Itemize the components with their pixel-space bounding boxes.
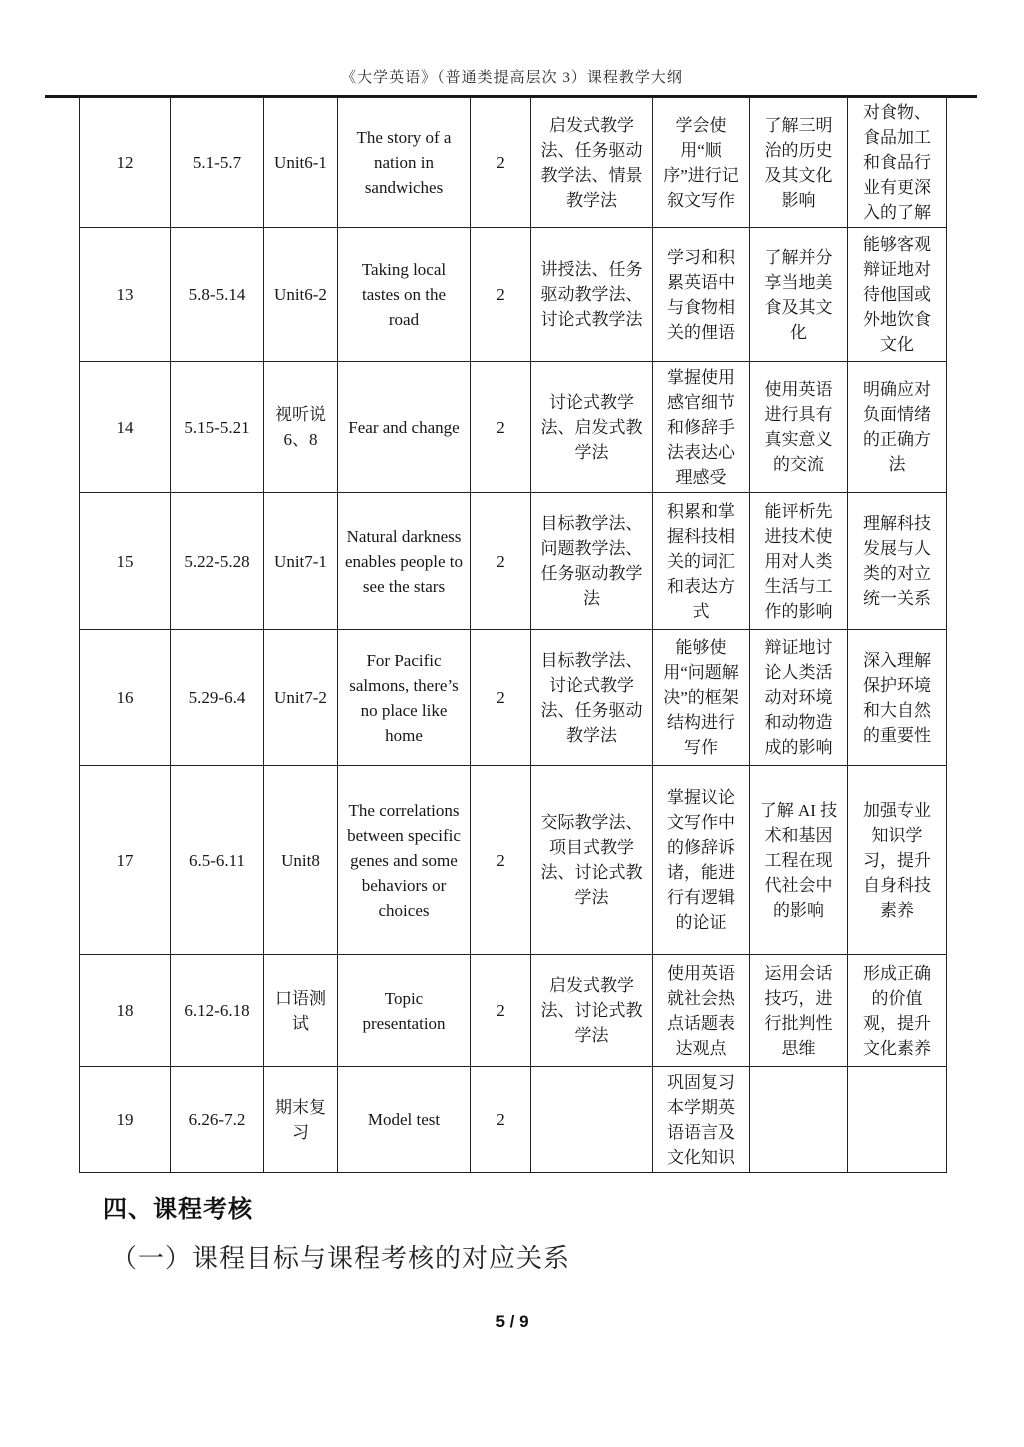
cell-week: 14 [80, 362, 171, 493]
page-header-title: 《大学英语》（普通类提高层次 3）课程教学大纲 [341, 70, 683, 86]
cell-objective-2: 使用英语进行具有真实意义的交流 [750, 362, 848, 493]
cell-topic: Model test [338, 1067, 471, 1173]
cell-hours: 2 [471, 228, 531, 362]
cell-teaching-methods: 目标教学法、讨论式教学法、任务驱动教学法 [531, 630, 653, 766]
table-row [80, 362, 947, 493]
cell-hours: 2 [471, 493, 531, 630]
cell-teaching-methods: 启发式教学法、讨论式教学法 [531, 955, 653, 1067]
table-row [80, 630, 947, 766]
cell-objective-1: 巩固复习本学期英语语言及文化知识 [653, 1067, 750, 1173]
cell-hours: 2 [471, 1067, 531, 1173]
cell-week: 16 [80, 630, 171, 766]
cell-week: 17 [80, 766, 171, 955]
cell-week: 15 [80, 493, 171, 630]
cell-dates: 6.5-6.11 [171, 766, 264, 955]
table-row [80, 955, 947, 1067]
cell-teaching-methods: 讨论式教学法、启发式教学法 [531, 362, 653, 493]
cell-week: 19 [80, 1067, 171, 1173]
cell-objective-1: 掌握议论文写作中的修辞诉诸，能进行有逻辑的论证 [653, 766, 750, 955]
cell-topic: Fear and change [338, 362, 471, 493]
cell-unit: Unit7-2 [264, 630, 338, 766]
cell-dates: 6.26-7.2 [171, 1067, 264, 1173]
cell-objective-2: 能评析先进技术使用对人类生活与工作的影响 [750, 493, 848, 630]
cell-objective-2: 了解并分享当地美食及其文化 [750, 228, 848, 362]
cell-hours: 2 [471, 766, 531, 955]
table-row [80, 766, 947, 955]
table-row [80, 1067, 947, 1173]
cell-objective-2: 运用会话技巧，进行批判性思维 [750, 955, 848, 1067]
cell-week: 18 [80, 955, 171, 1067]
subsection-heading: （一）课程目标与课程考核的对应关系 [111, 1244, 571, 1273]
cell-objective-3: 理解科技发展与人类的对立统一关系 [848, 493, 947, 630]
cell-dates: 5.1-5.7 [171, 98, 264, 228]
cell-dates: 5.8-5.14 [171, 228, 264, 362]
cell-objective-1: 积累和掌握科技相关的词汇和表达方式 [653, 493, 750, 630]
section-heading: 四、课程考核 [103, 1196, 253, 1223]
cell-teaching-methods: 启发式教学法、任务驱动教学法、情景教学法 [531, 98, 653, 228]
cell-objective-1: 能够使用“问题解决”的框架结构进行写作 [653, 630, 750, 766]
cell-objective-1: 学会使用“顺序”进行记叙文写作 [653, 98, 750, 228]
cell-hours: 2 [471, 630, 531, 766]
cell-teaching-methods: 交际教学法、项目式教学法、讨论式教学法 [531, 766, 653, 955]
cell-dates: 5.15-5.21 [171, 362, 264, 493]
cell-topic: The correlations between specific genes and some behaviors or choices [338, 766, 471, 955]
cell-teaching-methods: 讲授法、任务驱动教学法、讨论式教学法 [531, 228, 653, 362]
table-row [80, 98, 947, 228]
cell-objective-3: 深入理解保护环境和大自然的重要性 [848, 630, 947, 766]
cell-hours: 2 [471, 362, 531, 493]
cell-objective-2: 辩证地讨论人类活动对环境和动物造成的影响 [750, 630, 848, 766]
cell-hours: 2 [471, 98, 531, 228]
cell-topic: Taking local tastes on the road [338, 228, 471, 362]
cell-topic: Natural darkness enables people to see the stars [338, 493, 471, 630]
cell-teaching-methods: 目标教学法、问题教学法、任务驱动教学法 [531, 493, 653, 630]
cell-unit: 视听说 6、8 [264, 362, 338, 493]
cell-week: 12 [80, 98, 171, 228]
course-schedule-table [79, 97, 947, 1173]
cell-objective-3: 形成正确的价值观，提升文化素养 [848, 955, 947, 1067]
cell-objective-2: 了解三明治的历史及其文化影响 [750, 98, 848, 228]
table-row [80, 493, 947, 630]
cell-unit: Unit6-1 [264, 98, 338, 228]
cell-objective-1: 掌握使用感官细节和修辞手法表达心理感受 [653, 362, 750, 493]
cell-objective-1: 学习和积累英语中与食物相关的俚语 [653, 228, 750, 362]
cell-unit: 口语测试 [264, 955, 338, 1067]
cell-objective-2 [750, 1067, 848, 1173]
cell-week: 13 [80, 228, 171, 362]
cell-teaching-methods [531, 1067, 653, 1173]
cell-dates: 6.12-6.18 [171, 955, 264, 1067]
cell-topic: The story of a nation in sandwiches [338, 98, 471, 228]
cell-objective-1: 使用英语就社会热点话题表达观点 [653, 955, 750, 1067]
cell-objective-3: 能够客观辩证地对待他国或外地饮食文化 [848, 228, 947, 362]
cell-topic: For Pacific salmons, there’s no place like home [338, 630, 471, 766]
cell-objective-3: 明确应对负面情绪的正确方法 [848, 362, 947, 493]
cell-dates: 5.29-6.4 [171, 630, 264, 766]
cell-topic: Topic presentation [338, 955, 471, 1067]
cell-dates: 5.22-5.28 [171, 493, 264, 630]
cell-unit: Unit6-2 [264, 228, 338, 362]
cell-unit: 期末复习 [264, 1067, 338, 1173]
cell-unit: Unit7-1 [264, 493, 338, 630]
cell-objective-3 [848, 1067, 947, 1173]
cell-objective-2: 了解 AI 技术和基因工程在现代社会中的影响 [750, 766, 848, 955]
cell-hours: 2 [471, 955, 531, 1067]
cell-objective-3: 加强专业知识学习，提升自身科技素养 [848, 766, 947, 955]
cell-objective-3: 对食物、食品加工和食品行业有更深入的了解 [848, 98, 947, 228]
cell-unit: Unit8 [264, 766, 338, 955]
page-number: 5 / 9 [495, 1312, 529, 1331]
table-row [80, 228, 947, 362]
